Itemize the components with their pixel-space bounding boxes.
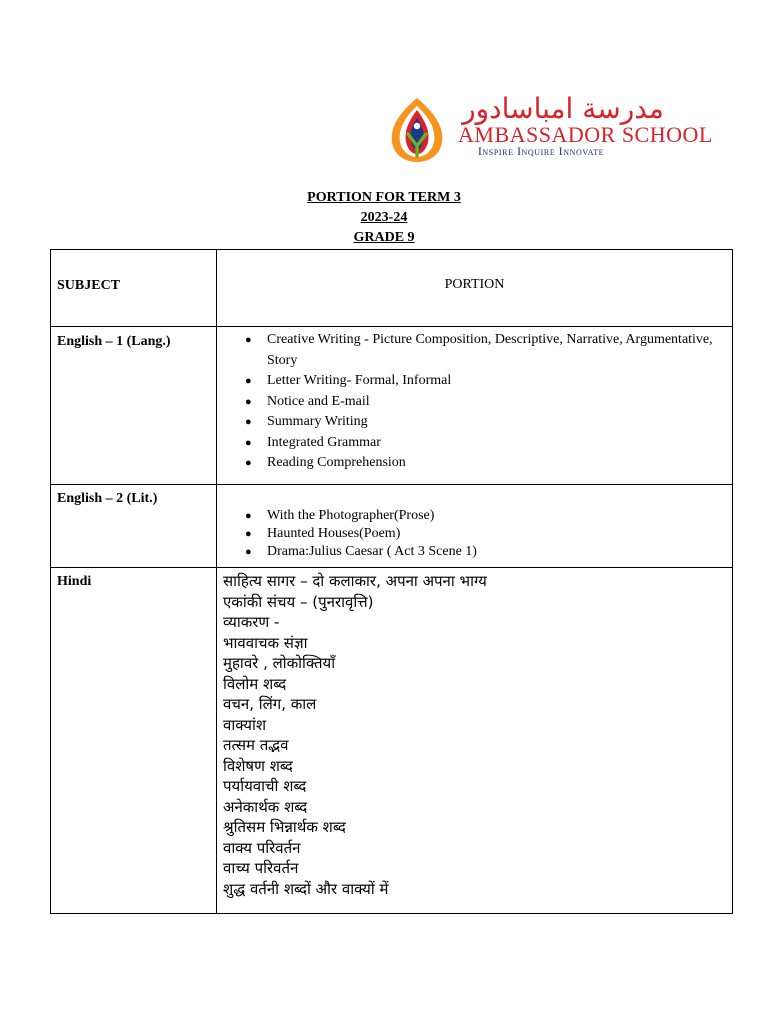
subject-cell bbox=[51, 327, 217, 485]
list-item: श्रुतिसम भिन्नार्थक शब्द bbox=[223, 818, 346, 836]
list-item: पर्यायवाची शब्द bbox=[223, 777, 307, 795]
list-item: शुद्ध वर्तनी शब्दों और वाक्यों में bbox=[223, 879, 389, 898]
portion-cell bbox=[217, 568, 733, 914]
list-item: ● Integrated Grammar bbox=[267, 433, 722, 454]
subject-name: English – 2 (Lit.) bbox=[57, 491, 158, 506]
list-item: विलोम शब्द bbox=[223, 674, 287, 693]
document-headings bbox=[0, 188, 768, 248]
list-item: ● Drama:Julius Caesar ( Act 3 Scene 1) bbox=[267, 543, 722, 561]
flame-person-logo-icon bbox=[386, 96, 448, 164]
school-name: AMBASSADOR SCHOOL bbox=[458, 122, 713, 147]
school-tagline: Inspire Inquire Innovate bbox=[478, 146, 605, 158]
hindi-portion-list bbox=[217, 568, 732, 899]
list-item: वाक्य परिवर्तन bbox=[223, 838, 301, 857]
list-item: ● Notice and E-mail bbox=[267, 392, 722, 413]
list-item: साहित्य सागर – दो कलाकार, अपना अपना भाग्य bbox=[223, 572, 487, 590]
list-item: ● Creative Writing - Picture Composition, Descriptive, Narrative, Argumentative, Story bbox=[267, 330, 722, 371]
header-subject: SUBJECT bbox=[57, 278, 121, 293]
list-item: अनेकार्थक शब्द bbox=[223, 797, 308, 816]
portion-cell bbox=[217, 327, 733, 485]
header-subject-cell bbox=[51, 250, 217, 327]
list-item: तत्सम तद्भव bbox=[223, 736, 289, 754]
list-item: भाववाचक संज्ञा bbox=[223, 633, 308, 652]
list-item: ● Reading Comprehension bbox=[267, 453, 722, 474]
table-row bbox=[51, 327, 733, 485]
header-portion-cell bbox=[217, 250, 733, 327]
list-item: वाच्य परिवर्तन bbox=[223, 859, 299, 877]
subject-name: Hindi bbox=[57, 574, 92, 589]
portion-table bbox=[50, 249, 733, 914]
header-portion: PORTION bbox=[444, 277, 505, 292]
list-item: विशेषण शब्द bbox=[223, 756, 293, 775]
list-item: ● With the Photographer(Prose) bbox=[267, 507, 722, 525]
list-item: मुहावरे , लोकोक्तियाँ bbox=[223, 654, 336, 672]
list-item: ● Haunted Houses(Poem) bbox=[267, 525, 722, 543]
subject-name: English – 1 (Lang.) bbox=[57, 334, 171, 349]
list-item: वचन, लिंग, काल bbox=[223, 695, 317, 713]
table-row bbox=[51, 568, 733, 914]
portion-list bbox=[217, 507, 732, 561]
school-logo bbox=[386, 92, 713, 166]
list-item: एकांकी संचय – (पुनरावृत्ति) bbox=[223, 592, 374, 611]
list-item: वाक्यांश bbox=[223, 715, 267, 734]
page-title: PORTION FOR TERM 3 bbox=[307, 190, 461, 205]
table-header-row bbox=[51, 250, 733, 327]
list-item: ● Letter Writing- Formal, Informal bbox=[267, 371, 722, 392]
portion-cell bbox=[217, 485, 733, 568]
academic-year: 2023-24 bbox=[360, 210, 408, 225]
grade-label: GRADE 9 bbox=[353, 230, 415, 245]
portion-list bbox=[217, 330, 732, 474]
list-item: व्याकरण - bbox=[223, 613, 280, 631]
school-name-arabic: مدرسة امباسادور bbox=[462, 92, 664, 125]
subject-cell bbox=[51, 568, 217, 914]
subject-cell bbox=[51, 485, 217, 568]
table-row bbox=[51, 485, 733, 568]
list-item: ● Summary Writing bbox=[267, 412, 722, 433]
